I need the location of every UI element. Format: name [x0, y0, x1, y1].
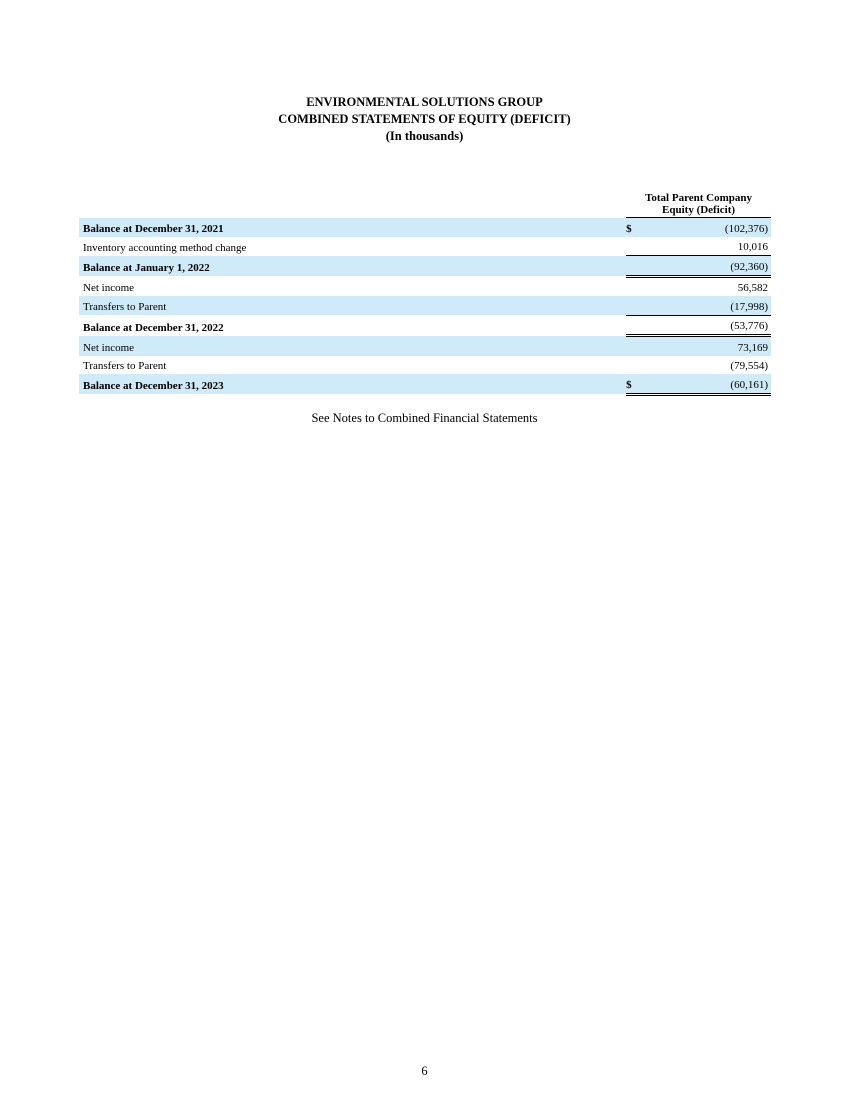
- row-value: 10,016: [644, 237, 771, 256]
- table-row: [79, 276, 771, 296]
- dollar-sign: [626, 356, 644, 375]
- table-row: [79, 374, 771, 394]
- dollar-sign: [626, 315, 644, 336]
- row-value: (79,554): [730, 360, 768, 372]
- row-label: Net income: [83, 282, 135, 294]
- footnote: See Notes to Combined Financial Statements: [311, 411, 538, 425]
- row-label: Transfers to Parent: [79, 296, 622, 315]
- row-value: 56,582: [737, 282, 768, 294]
- table-header-row: [79, 188, 771, 218]
- table-row: [79, 315, 771, 336]
- row-value: (53,776): [644, 315, 771, 336]
- row-label: Balance at December 31, 2023: [79, 374, 622, 394]
- statement-title-block: [0, 94, 849, 145]
- row-value: (92,360): [644, 256, 771, 277]
- page-number: 6: [421, 1064, 428, 1078]
- table-row: [79, 336, 771, 356]
- column-header-line2: Equity (Deficit): [662, 204, 736, 216]
- table-row: [79, 237, 771, 256]
- row-value: (102,376): [644, 218, 771, 237]
- dollar-sign: $: [626, 374, 644, 394]
- row-value: 73,169: [644, 336, 771, 356]
- row-label: Transfers to Parent: [83, 360, 167, 372]
- row-label: Net income: [79, 336, 622, 356]
- table-row: [79, 356, 771, 375]
- row-value: (17,998): [644, 296, 771, 315]
- units-note: (In thousands): [385, 129, 464, 143]
- column-header-line1: Total Parent Company: [645, 192, 753, 204]
- row-label: Inventory accounting method change: [83, 241, 247, 254]
- equity-statement-table: [79, 188, 771, 396]
- dollar-sign: [626, 296, 644, 315]
- row-value: (60,161): [644, 374, 771, 394]
- row-label: Balance at January 1, 2022: [79, 256, 622, 277]
- dollar-sign: [626, 237, 644, 256]
- table-row: [79, 256, 771, 277]
- row-label: Balance at December 31, 2021: [79, 218, 622, 237]
- dollar-sign: [626, 276, 644, 296]
- row-label: Balance at December 31, 2022: [83, 321, 224, 334]
- column-header: [626, 188, 771, 218]
- dollar-sign: $: [626, 218, 644, 237]
- table-row: [79, 218, 771, 237]
- table-row: [79, 296, 771, 315]
- dollar-sign: [626, 336, 644, 356]
- dollar-sign: [626, 256, 644, 277]
- statement-title: COMBINED STATEMENTS OF EQUITY (DEFICIT): [278, 112, 571, 126]
- company-name: ENVIRONMENTAL SOLUTIONS GROUP: [306, 95, 543, 109]
